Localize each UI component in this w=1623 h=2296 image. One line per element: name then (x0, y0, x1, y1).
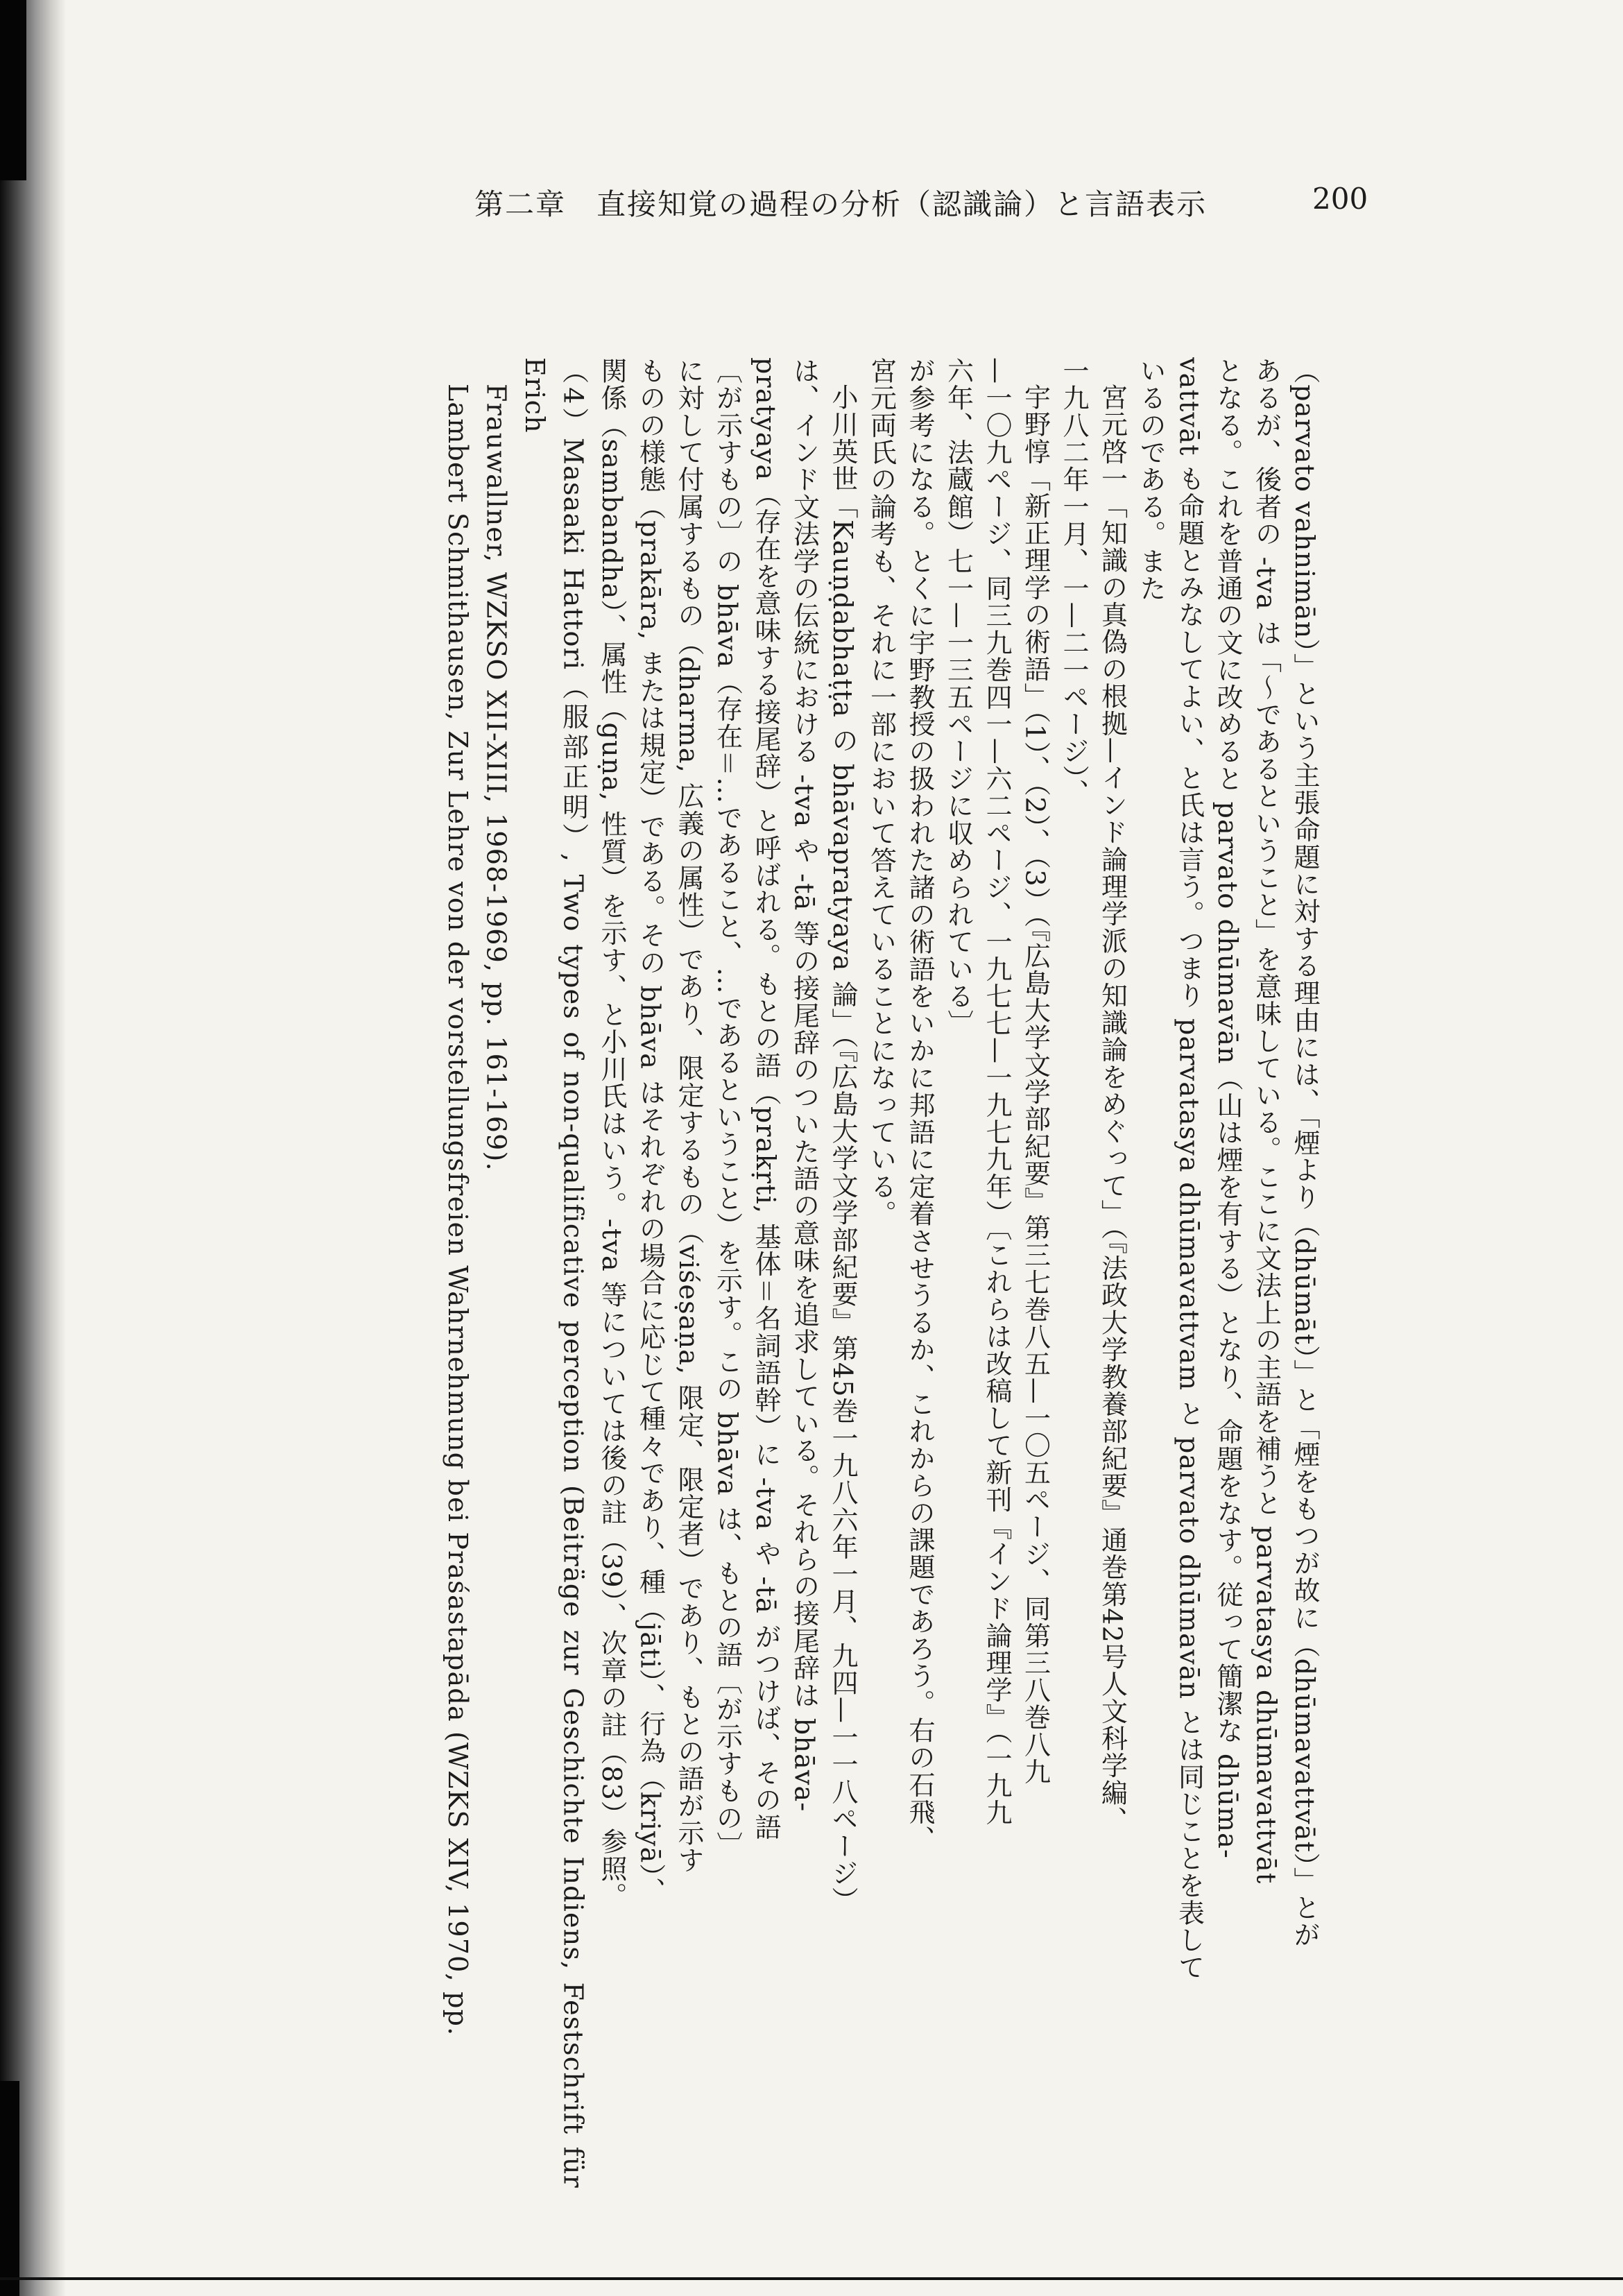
scan-edge-mark (0, 0, 26, 180)
running-head: 第二章 直接知覚の過程の分析（認識論）と言語表示 (474, 187, 1207, 221)
text-column: 宮元啓一「知識の真偽の根拠—インド論理学派の知識論をめぐって」（『法政大学教養部紀要』通巻第42号人文科学編、 (1097, 384, 1128, 1834)
text-column: —一〇九ページ、同三九巻四一—六二ページ、一九七七—一九七九年）〔これらは改稿して新刊『インド論理学』（一九九 (981, 357, 1012, 1826)
text-column: 小川英世「Kauṇḍabhaṭṭa の bhāvapratyaya 論」（『広島大学文学部紀要』第45巻一九八六年一月、九四—一一八ページ） (827, 384, 858, 1914)
footnote-continuation: Lambert Schmithausen, Zur Lehre von der vorstellungsfreien Wahrnehmung bei Praśastapāda (WZKS XIV, 1970, pp. (443, 384, 473, 2037)
text-column: （parvato vahnimān）」という主張命題に対する理由には、「煙より（dhūmāt）」と「煙をもつが故に（dhūmavattvāt）」とが (1289, 357, 1320, 1948)
vertical-text-body (6, 357, 1323, 2188)
footnote-continuation: Frauwallner, WZKSO XII-XIII, 1968-1969, pp. 161-169). (481, 384, 512, 1172)
text-column: が参考になる。とくに宇野教授の扱われた諸の術語をいかに邦語に定着させうるか、これからの課題であろう。右の石飛、 (904, 357, 935, 1853)
text-column: 六年、法蔵館）七一—一三五ページに収められている〕 (943, 357, 974, 1037)
page-number: 200 (1312, 182, 1368, 216)
text-column: あるが、後者の -tva は「～であるということ」を意味している。ここに文法上の主語を補うと parvatasya dhūmavattvāt (1251, 357, 1282, 1885)
text-column: いるのである。また (1135, 357, 1166, 602)
text-column: 宇野惇「新正理学の術語」（1）、（2）、（3）（『広島大学文学部紀要』第三七巻八五—一〇五ページ、同第三八巻八九 (1020, 384, 1051, 1785)
text-column: は、インド文法学の伝統における -tva や -tā 等の接尾辞のついた語の意味を追求している。それらの接尾辞は bhāva- (789, 357, 820, 1813)
text-column: pratyaya（存在を意味する接尾辞）と呼ばれる。もとの語（prakṛti, 基体＝名詞語幹）に -tva や -tā がつけば、その語 (750, 357, 781, 1841)
footnote-entry: （4）Masaaki Hattori（服部正明）, Two types of non-qualificative perception (Beiträge zur Geschichte Indiens, Festschrift für Erich (519, 357, 589, 2188)
text-column: ものの様態（prakāra, または規定）である。その bhāva はそれぞれの場合に応じて種々であり、種（jāti）、行為（kriyā）、 (635, 357, 666, 1905)
text-column: 一九八二年一月、一—二一ページ）、 (1058, 357, 1089, 807)
text-column: 宮元両氏の論考も、それに一部において答えていることになっている。 (866, 357, 897, 1228)
text-column: 関係（sambandha）、属性（guṇa, 性質）を示す、と小川氏はいう。-tva 等については後の註（39）、次章の註（83）参照。 (596, 357, 627, 1910)
text-column: に対して付属するもの（dharma, 広義の属性）であり、限定するもの（viśeṣaṇa, 限定、限定者）であり、もとの語が示す (673, 357, 704, 1874)
scan-bottom-rule (0, 2277, 1623, 2280)
text-column: となる。これを普通の文に改めると parvato dhūmavān（山は煙を有する）となり、命題をなす。従って簡潔な dhūma- (1212, 357, 1243, 1860)
text-column: 〔が示すもの〕の bhāva（存在＝…であること、…であるということ）を示す。この bhāva は、もとの語〔が示すもの〕 (712, 357, 743, 1859)
text-column: vattvāt も命題とみなしてよい、と氏は言う。つまり parvatasya dhūmavattvam と parvato dhūmavān とは同じことを表して (1174, 357, 1205, 1981)
